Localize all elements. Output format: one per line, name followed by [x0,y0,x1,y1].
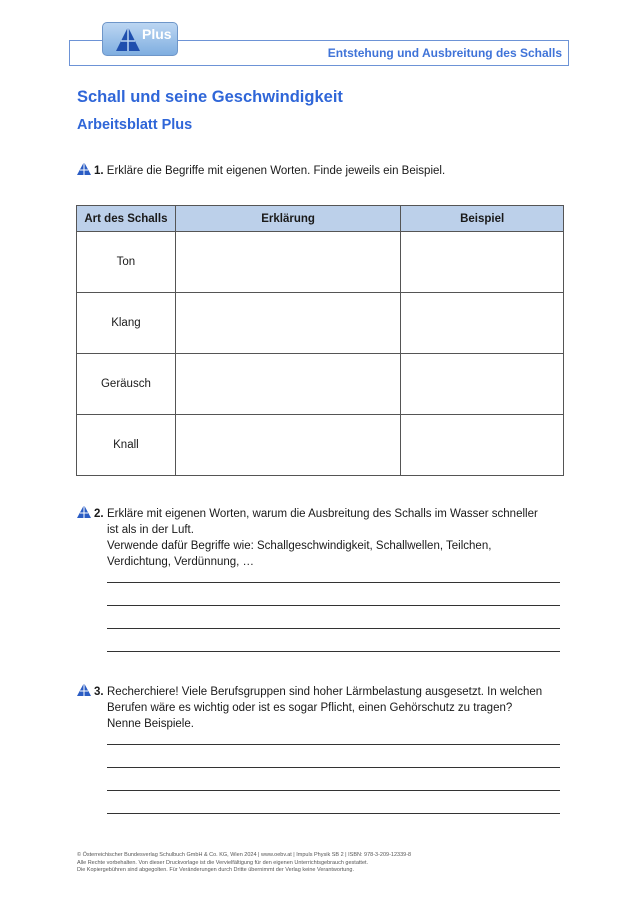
term-cell: Ton [77,232,176,293]
task-line: Nenne Beispiele. [107,718,194,730]
answer-line[interactable] [107,651,560,652]
task-2-text [107,506,538,570]
task-line: Berufen wäre es wichtig oder ist es sogar Pflicht, einen Gehörschutz zu tragen? [107,702,513,714]
table-header-row [77,206,564,232]
answer-line[interactable] [107,744,560,745]
task-3-number: 3. [94,686,104,698]
logo-text: Plus [142,26,172,42]
answer-line[interactable] [107,628,560,629]
term-cell: Klang [77,293,176,354]
task-line: Verdichtung, Verdünnung, … [107,556,255,568]
answer-line[interactable] [107,582,560,583]
pyramid-icon [77,505,91,518]
footer-legal [77,852,411,875]
example-cell[interactable] [401,415,564,476]
plus-logo-icon [115,26,141,52]
task-line: Erkläre mit eigenen Worten, warum die Ausbreitung des Schalls im Wasser schneller [107,508,538,520]
task-1-line: Erkläre die Begriffe mit eigenen Worten. Finde jeweils ein Beispiel. [106,165,446,177]
page-subtitle: Arbeitsblatt Plus [77,117,193,133]
task-line: ist als in der Luft. [107,524,194,536]
task-line: Recherchiere! Viele Berufsgruppen sind hoher Lärmbelastung ausgesetzt. In welchen [107,686,543,698]
explanation-cell[interactable] [175,232,400,293]
pyramid-icon [77,683,91,696]
footer-line: Alle Rechte vorbehalten. Von dieser Druckvorlage ist die Vervielfältigung für den eigenen Unterrichtsgebrauch gestattet. [77,859,369,866]
table-row [77,354,564,415]
terms-table [76,205,564,476]
answer-line[interactable] [107,605,560,606]
table-row [77,232,564,293]
column-header: Erklärung [175,206,400,232]
explanation-cell[interactable] [175,415,400,476]
task-2-number: 2. [94,508,104,520]
term-cell: Knall [77,415,176,476]
task-3-text [107,684,542,732]
section-title: Entstehung und Ausbreitung des Schalls [327,46,562,60]
example-cell[interactable] [401,293,564,354]
term-cell: Geräusch [77,354,176,415]
pyramid-icon [77,162,91,175]
footer-line: © Österreichischer Bundesverlag Schulbuch GmbH & Co. KG, Wien 2024 | www.oebv.at | Impuls Physik SB 2 | ISBN: 978-3-209-12339-8 [77,852,412,858]
column-header: Beispiel [401,206,564,232]
table-row [77,293,564,354]
column-header: Art des Schalls [77,206,176,232]
example-cell[interactable] [401,232,564,293]
explanation-cell[interactable] [175,354,400,415]
footer-line: Die Kopiergebühren sind abgegolten. Für Veränderungen durch Dritte übernimmt der Verlag keine Verantwortung. [77,867,355,873]
example-cell[interactable] [401,354,564,415]
task-line: Verwende dafür Begriffe wie: Schallgeschwindigkeit, Schallwellen, Teilchen, [107,540,492,552]
task-1-number: 1. [94,165,104,177]
explanation-cell[interactable] [175,293,400,354]
table-row [77,415,564,476]
answer-line[interactable] [107,767,560,768]
answer-line[interactable] [107,790,560,791]
plus-logo [102,22,178,56]
task-1-text [94,163,445,179]
page-title: Schall und seine Geschwindigkeit [77,88,343,106]
answer-line[interactable] [107,813,560,814]
